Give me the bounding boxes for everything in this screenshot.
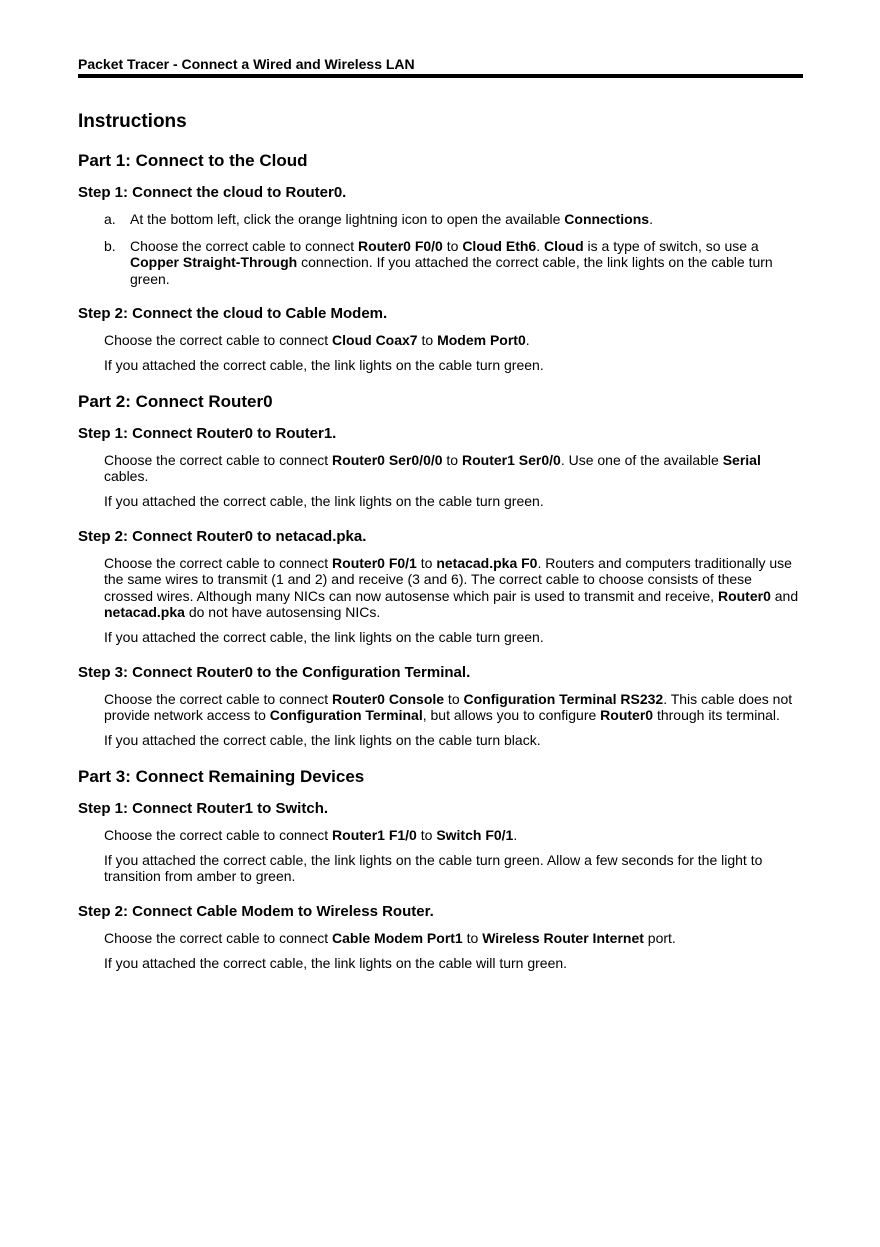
text-run: to — [416, 826, 437, 843]
bold-term: Router1 Ser0/0 — [462, 451, 561, 468]
text-run: . — [649, 211, 653, 227]
bold-term: Router0 Ser0/0/0 — [332, 451, 443, 468]
text-run: connection. If you attached the correct cable, the link lights on the cable turn green. — [130, 254, 773, 287]
text-run: cables. — [104, 468, 149, 484]
text-run: . Routers and computers traditionally use the same wires to transmit (1 and 2) and receive (3 and 6). The correct cable to choose consists of these crossed wires. Although many NICs can now autosense which pair is used to transmit and receive, — [104, 554, 792, 604]
text-run: Step 2: Connect the cloud to Cable Modem. — [78, 305, 388, 322]
bold-term: Switch F0/1 — [436, 826, 514, 843]
paragraph — [104, 955, 803, 972]
bold-term: Wireless Router Internet — [482, 929, 644, 946]
step-heading — [78, 800, 803, 818]
bold-term: Serial — [722, 451, 761, 468]
text-run: Step 3: Connect Router0 to the Configuration Terminal. — [78, 663, 471, 681]
text-run: , but allows you to configure — [422, 707, 601, 723]
text-run: Choose the correct cable to connect — [104, 554, 333, 571]
text-run: Choose the correct cable to connect — [104, 929, 333, 946]
text-run: If you attached the correct cable, the link lights on the cable turn green. — [104, 629, 544, 645]
text-run: Choose the correct cable to connect — [130, 237, 359, 254]
document-page — [78, 56, 803, 980]
bold-term: Configuration Terminal — [269, 707, 423, 723]
text-run: Instructions — [78, 111, 187, 132]
list-item-text — [130, 211, 653, 228]
part-heading — [78, 767, 803, 787]
paragraph — [104, 852, 803, 885]
paragraph — [104, 827, 803, 844]
text-run: Step 1: Connect Router0 to Router1. — [78, 424, 337, 442]
paragraph — [104, 930, 803, 947]
text-run: Step 1: Connect Router1 to Switch. — [78, 799, 329, 817]
bold-term: Router0 F0/1 — [332, 554, 417, 571]
bold-term: Cloud Eth6 — [462, 237, 537, 254]
document-body — [78, 111, 803, 971]
bold-term: Router0 — [600, 707, 654, 723]
step-heading — [78, 528, 803, 546]
step-heading — [78, 305, 803, 323]
bold-term: Router1 F1/0 — [332, 826, 417, 843]
text-run: Part 1: Connect to the Cloud — [78, 151, 308, 170]
bold-term: Copper Straight-Through — [130, 254, 298, 270]
text-run: Part 2: Connect Router0 — [78, 391, 273, 411]
section-title — [78, 111, 803, 133]
text-run: to — [442, 237, 463, 254]
text-run: to — [416, 554, 437, 571]
text-run: If you attached the correct cable, the link lights on the cable turn green. — [104, 357, 544, 373]
part-heading — [78, 392, 803, 412]
text-run: If you attached the correct cable, the link lights on the cable will turn green. — [104, 954, 568, 971]
text-run: to — [417, 332, 438, 348]
step-heading — [78, 903, 803, 921]
text-run: port. — [643, 929, 676, 946]
paragraph — [104, 555, 803, 621]
paragraph — [104, 452, 803, 485]
paragraph — [104, 629, 803, 646]
list-item-text — [130, 238, 803, 288]
bold-term: Cable Modem Port1 — [332, 929, 463, 946]
bold-term: Connections — [564, 211, 650, 227]
text-run: to — [442, 451, 462, 468]
text-run: If you attached the correct cable, the link lights on the cable turn green. Allow a few seconds for the light to transition from amber to green. — [104, 851, 763, 884]
list-marker: a. — [104, 211, 116, 227]
bold-term: Router0 Console — [332, 690, 445, 707]
part-heading — [78, 151, 803, 171]
text-run: . This cable does not provide network access to — [104, 690, 793, 723]
text-run: do not have autosensing NICs. — [184, 604, 381, 620]
step-heading — [78, 184, 803, 202]
text-run: Step 2: Connect Router0 to netacad.pka. — [78, 527, 367, 545]
step-heading — [78, 425, 803, 443]
text-run: Choose the correct cable to connect — [104, 332, 333, 348]
document-header: Packet Tracer - Connect a Wired and Wireless LAN — [78, 56, 803, 78]
text-run: through its terminal. — [653, 707, 780, 723]
text-run: Step 2: Connect Cable Modem to Wireless Router. — [78, 902, 434, 920]
bold-term: Router0 F0/0 — [358, 237, 443, 254]
text-run: At the bottom left, click the orange lightning icon to open the available — [130, 211, 565, 227]
text-run: Step 1: Connect the cloud to Router0. — [78, 184, 347, 201]
text-run: to — [444, 690, 464, 707]
text-run: . — [513, 826, 518, 843]
list-item — [104, 211, 803, 228]
text-run: Choose the correct cable to connect — [104, 690, 333, 707]
list-item — [104, 238, 803, 288]
bold-term: Modem Port0 — [437, 332, 526, 348]
paragraph — [104, 332, 803, 349]
text-run: . Use one of the available — [560, 451, 723, 468]
text-run: Choose the correct cable to connect — [104, 451, 333, 468]
text-run: Part 3: Connect Remaining Devices — [78, 766, 365, 786]
text-run: is a type of switch, so use a — [583, 237, 759, 254]
text-run: . — [536, 237, 544, 254]
paragraph — [104, 357, 803, 374]
bold-term: Cloud Coax7 — [332, 332, 418, 348]
list-marker: b. — [104, 237, 116, 254]
bold-term: netacad.pka — [104, 604, 185, 620]
text-run: . — [525, 332, 530, 348]
bold-term: Cloud — [543, 237, 584, 254]
text-run: If you attached the correct cable, the link lights on the cable turn green. — [104, 493, 544, 509]
bold-term: netacad.pka F0 — [436, 554, 538, 571]
bold-term: Configuration Terminal RS232 — [463, 690, 664, 707]
paragraph — [104, 732, 803, 749]
text-run: If you attached the correct cable, the link lights on the cable turn black. — [104, 732, 541, 748]
bold-term: Router0 — [717, 587, 771, 604]
step-heading — [78, 664, 803, 682]
text-run: to — [462, 929, 483, 946]
paragraph — [104, 691, 803, 724]
text-run: Choose the correct cable to connect — [104, 826, 333, 843]
paragraph — [104, 493, 803, 510]
text-run: and — [770, 587, 799, 604]
